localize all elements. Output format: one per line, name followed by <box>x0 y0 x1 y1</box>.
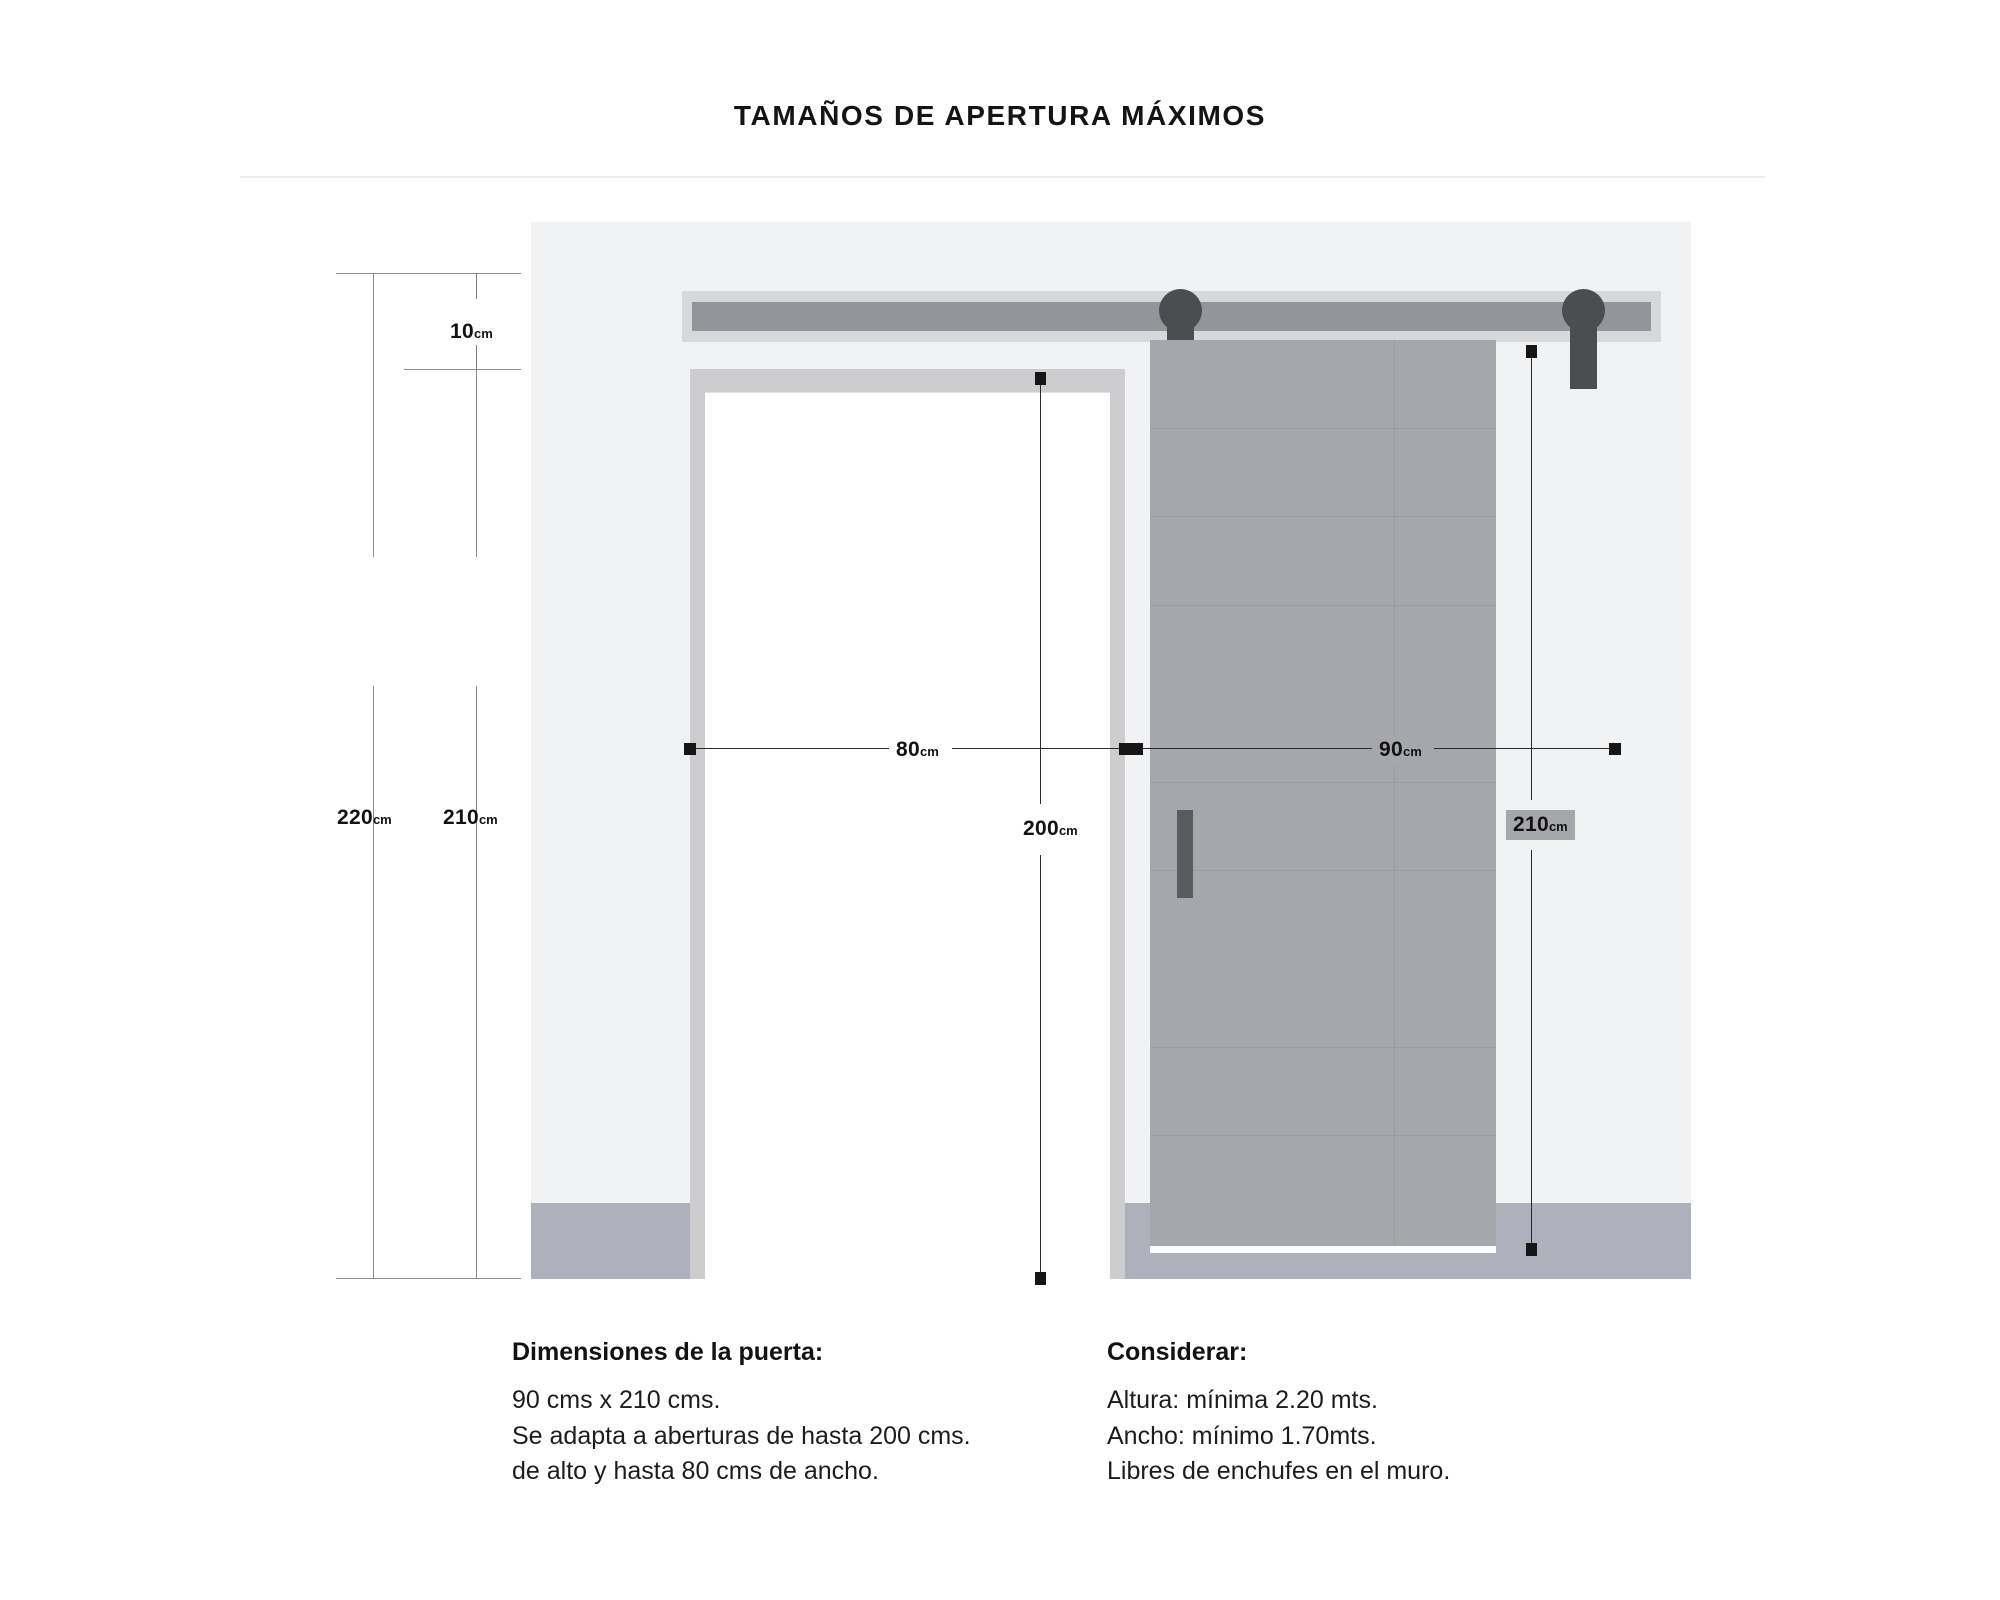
door-plank-line <box>1150 605 1496 606</box>
door-plank-line <box>1150 1135 1496 1136</box>
dimension-endpoint-210-right-top <box>1526 345 1537 358</box>
note-heading: Dimensiones de la puerta: <box>512 1338 824 1366</box>
note-line: de alto y hasta 80 cms de ancho. <box>512 1457 879 1485</box>
extension-line-rail-bottom <box>404 369 521 370</box>
dimension-label-200: 200cm <box>1016 814 1085 844</box>
door-hanger-right <box>1570 306 1597 389</box>
dimension-tick-10-bottom <box>476 345 477 371</box>
note-line: Ancho: mínimo 1.70mts. <box>1107 1421 1377 1450</box>
dimension-endpoint-200-top <box>1035 372 1046 385</box>
dimension-label-210-left: 210cm <box>443 806 498 829</box>
note-block-door-dimensions <box>512 1338 971 1490</box>
note-line: Altura: mínima 2.20 mts. <box>1107 1386 1378 1414</box>
dimension-label-10: 10cm <box>450 320 493 343</box>
note-line: Libres de enchufes en el muro. <box>1107 1457 1451 1485</box>
note-line: 90 cms x 210 cms. <box>512 1386 721 1414</box>
dimension-endpoint-90-right <box>1609 743 1621 755</box>
dimension-line-210-left-upper <box>476 369 477 557</box>
dimension-endpoint-80-right <box>1119 743 1131 755</box>
door-plank-line <box>1150 870 1496 871</box>
dimension-line-200-upper <box>1040 380 1041 804</box>
dimension-tick-10-top <box>476 273 477 299</box>
dimension-label-220: 220cm <box>337 806 392 829</box>
sliding-door-panel <box>1150 340 1496 1250</box>
roller-wheel-icon <box>1562 289 1605 332</box>
dimension-line-80-right <box>952 748 1125 749</box>
page-title: TAMAÑOS DE APERTURA MÁXIMOS <box>733 100 1267 131</box>
note-line: Se adapta a aberturas de hasta 200 cms. <box>512 1421 971 1450</box>
door-handle <box>1177 810 1193 898</box>
dimension-line-90-right <box>1434 748 1614 749</box>
roller-wheel-icon <box>1159 289 1202 332</box>
dimension-label-90: 90cm <box>1372 735 1429 765</box>
door-stile-line <box>1394 340 1395 1250</box>
dimension-line-80-left <box>690 748 889 749</box>
dimension-endpoint-90-left <box>1131 743 1143 755</box>
door-plank-line <box>1150 516 1496 517</box>
dimension-endpoint-80-left <box>684 743 696 755</box>
door-plank-line <box>1150 1047 1496 1048</box>
dimension-line-210-right-lower <box>1531 850 1532 1248</box>
dimension-label-80: 80cm <box>889 735 946 765</box>
note-block-considerations <box>1107 1338 1450 1490</box>
dimension-line-210-right-upper <box>1531 350 1532 800</box>
dimension-endpoint-210-right-bottom <box>1526 1243 1537 1256</box>
note-heading: Considerar: <box>1107 1338 1248 1366</box>
dimension-label-210-right: 210cm <box>1506 810 1575 840</box>
extension-line-rail-top <box>404 273 521 274</box>
dimension-line-90-left <box>1136 748 1374 749</box>
dimension-endpoint-200-bottom <box>1035 1272 1046 1285</box>
door-plank-line <box>1150 782 1496 783</box>
dimension-line-220-upper <box>373 273 374 557</box>
door-bottom-gap <box>1150 1246 1496 1253</box>
dimension-line-220-lower <box>373 686 374 1278</box>
door-plank-line <box>1150 428 1496 429</box>
extension-line-bottom <box>336 1278 521 1279</box>
dimension-line-200-lower <box>1040 855 1041 1278</box>
dimension-line-210-left-lower <box>476 686 477 1278</box>
